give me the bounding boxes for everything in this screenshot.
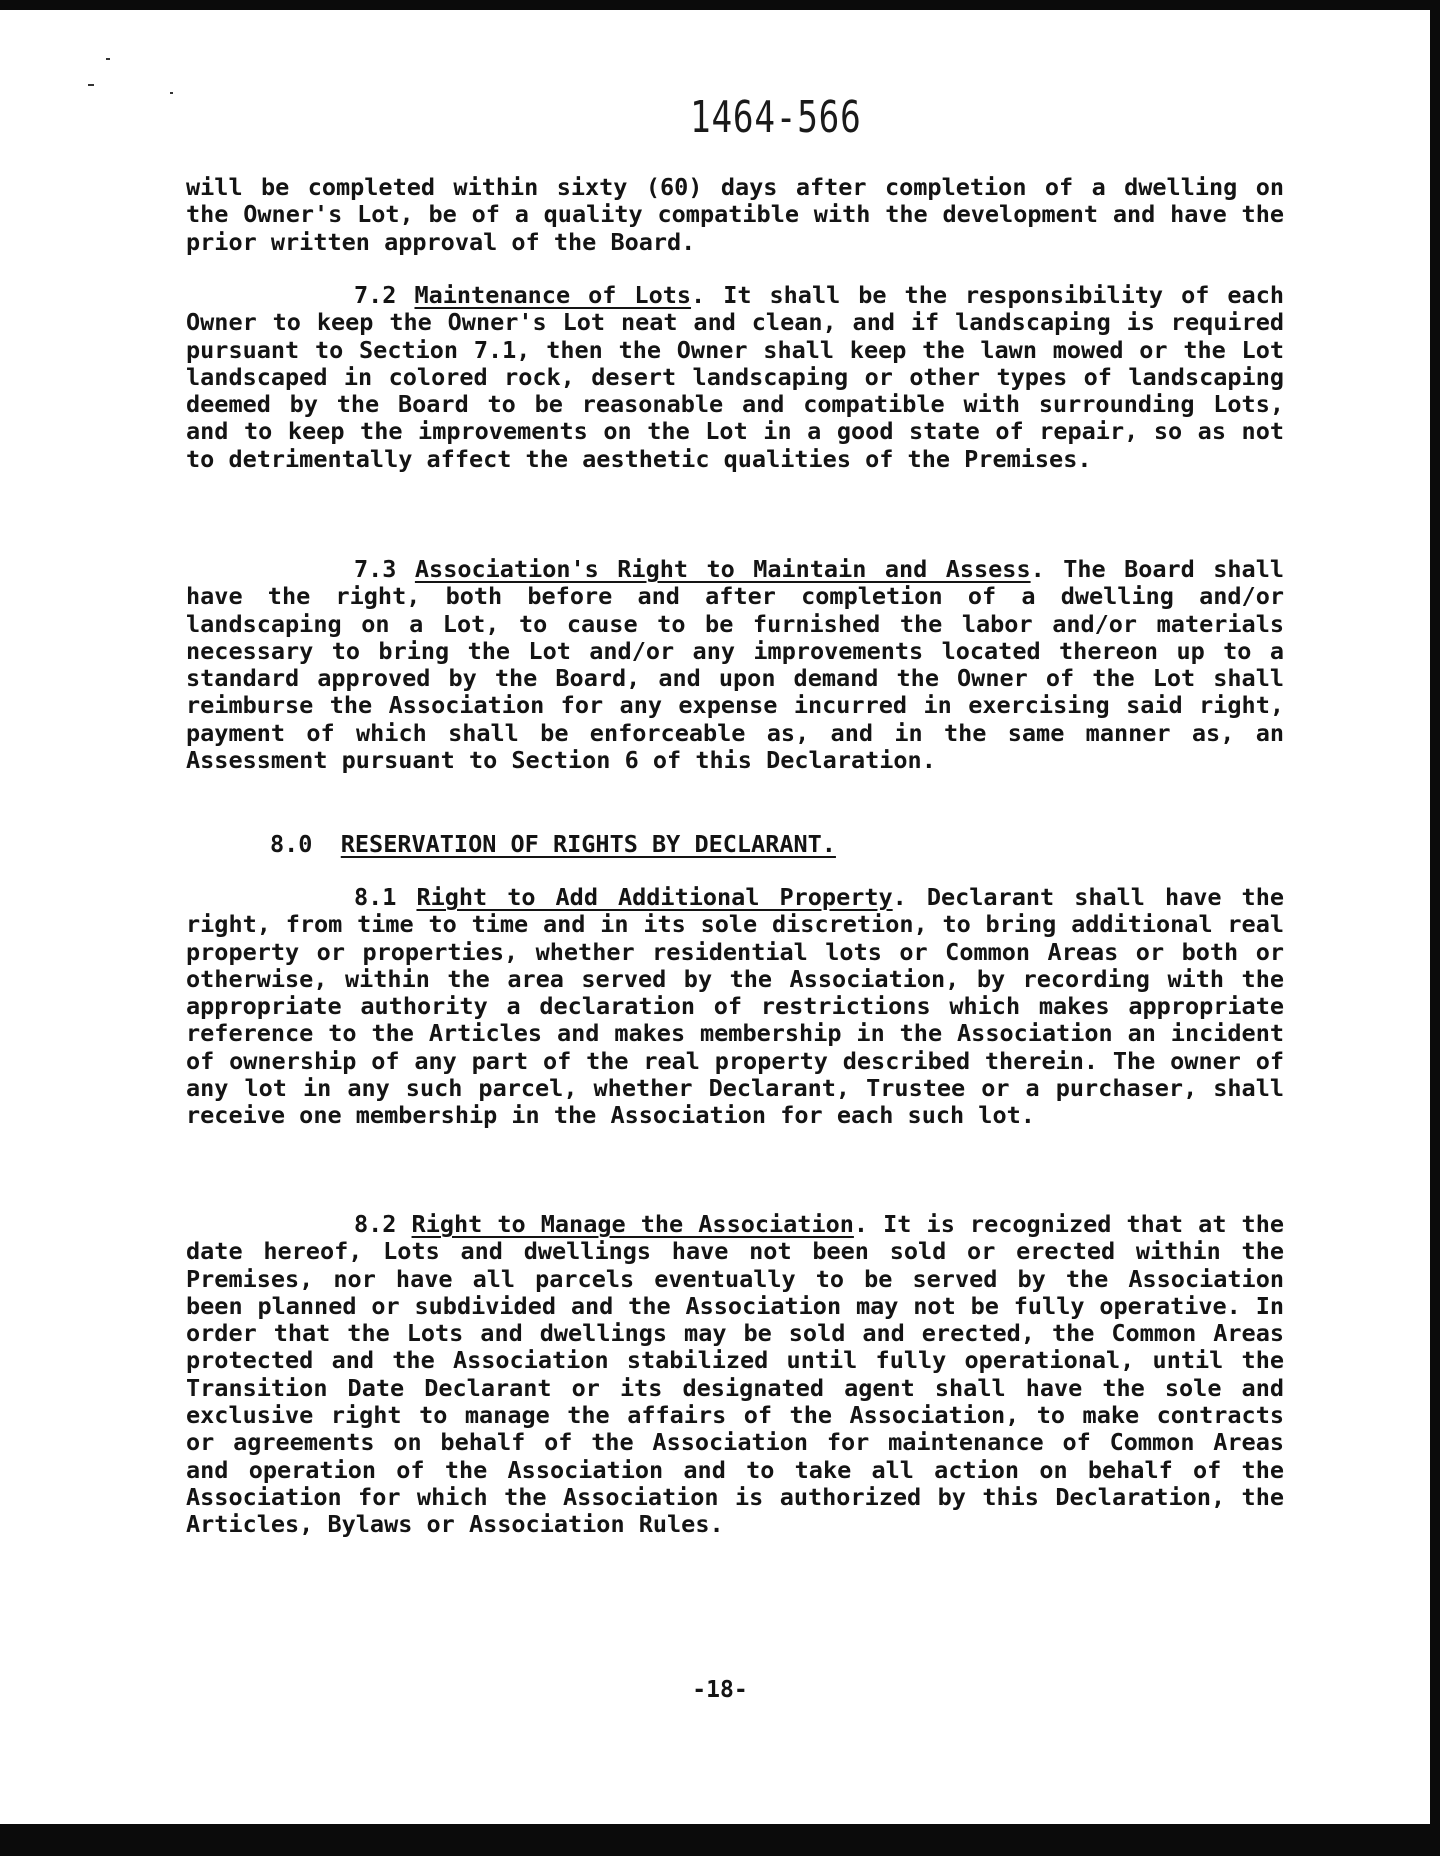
page-number: -18- <box>692 1677 748 1703</box>
section-title: Right to Add Additional Property <box>416 883 893 911</box>
section-8-2-paragraph: 8.2 Right to Manage the Association. It is recognized that at the date hereof, Lots and dwellings have not been sold or erected within the Premises, nor have all parcels eventually to be served by the Association been planned or subdivided and the Association may not be fully operative. In order that the Lots and dwellings may be sold and erected, the Common Areas protected and the Association stabilized until fully operational, until the Transition Date Declarant or its designated agent shall have the sole and exclusive right to manage the affairs of the Association, to make contracts or agreements on behalf of the Association for maintenance of Common Areas and operation of the Association and to take all action on behalf of the Association for which the Association is authorized by this Declaration, the Articles, Bylaws or Association Rules. <box>186 1210 1285 1539</box>
scan-edge-bottom <box>0 1824 1440 1856</box>
section-title: Maintenance of Lots <box>414 281 692 309</box>
section-7-2-paragraph: 7.2 Maintenance of Lots. It shall be the responsibility of each Owner to keep the Owner's Lot neat and clean, and if landscaping is required pursuant to Section 7.1, then the Owner shall keep the lawn mowed or the Lot landscaped in colored rock, desert landscaping or other types of landscaping deemed by the Board to be reasonable and compatible with surrounding Lots, and to keep the improvements on the Lot in a good state of repair, so as not to detrimentally affect the aesthetic qualities of the Premises. <box>186 281 1284 473</box>
section-title: Association's Right to Maintain and Assess <box>414 555 1031 583</box>
heading-number: 8.0 <box>270 830 313 858</box>
section-title: Right to Manage the Association <box>411 1210 854 1238</box>
heading-title: RESERVATION OF RIGHTS BY DECLARANT. <box>340 830 836 858</box>
section-text: It shall be the responsibility of each Owner to keep the Owner's Lot neat and clean, and if landscaping is required pursuant to Section 7.1, then the Owner shall keep the lawn mowed or the Lot landscaped in colored rock, desert landscaping or other types of landscaping deemed by the Board to be reasonable and compatible with surrounding Lots, and to keep the improvements on the Lot in a good state of repair, so as not to detrimentally affect the aesthetic qualities of the Premises. <box>186 281 1284 473</box>
document-number: 1464-566 <box>690 92 862 143</box>
scan-edge-right <box>1430 0 1440 1856</box>
scan-speck <box>170 92 173 94</box>
section-text: Declarant shall have the right, from time to time and in its sole discretion, to bring additional real property or properties, whether residential lots or Common Areas or both or otherwise, within the area served by the Association, by recording with the appropriate authority a declaration of restrictions which makes appropriate reference to the Articles and makes membership in the Association an incident of ownership of any part of the real property described therein. The owner of any lot in any such parcel, whether Declarant, Trustee or a purchaser, shall receive one membership in the Association for each such lot. <box>186 883 1284 1130</box>
section-text: The Board shall have the right, both before and after completion of a dwelling and/or landscaping on a Lot, to cause to be furnished the labor and/or materials necessary to bring the Lot and/or any improvements located thereon up to a standard approved by the Board, and upon demand the Owner of the Lot shall reimburse the Association for any expense incurred in exercising said right, payment of which shall be enforceable as, and in the same manner as, an Assessment pursuant to Section 6 of this Declaration. <box>186 555 1284 775</box>
section-number: 8.2 <box>354 1210 397 1238</box>
scan-speck <box>88 84 94 86</box>
section-7-3-paragraph: 7.3 Association's Right to Maintain and Assess. The Board shall have the right, both before and after completion of a dwelling and/or landscaping on a Lot, to cause to be furnished the labor and/or materials necessary to bring the Lot and/or any improvements located thereon up to a standard approved by the Board, and upon demand the Owner of the Lot shall reimburse the Association for any expense incurred in exercising said right, payment of which shall be enforceable as, and in the same manner as, an Assessment pursuant to Section 6 of this Declaration. <box>186 555 1284 775</box>
section-8-heading <box>270 830 836 858</box>
continuation-paragraph: will be completed within sixty (60) days after completion of a dwelling on the Owner's Lot, be of a quality compatible with the development and have the prior written approval of the Board. <box>186 173 1284 256</box>
section-text: It is recognized that at the date hereof, Lots and dwellings have not been sold or erected within the Premises, nor have all parcels eventually to be served by the Association been planned or subdivided and the Association may not be fully operative. In order that the Lots and dwellings may be sold and erected, the Common Areas protected and the Association stabilized until fully operational, until the Transition Date Declarant or its designated agent shall have the sole and exclusive right to manage the affairs of the Association, to make contracts or agreements on behalf of the Association for maintenance of Common Areas and operation of the Association and to take all action on behalf of the Association for which the Association is authorized by this Declaration, the Articles, Bylaws or Association Rules. <box>186 1210 1285 1539</box>
scan-speck <box>106 58 110 60</box>
scan-edge-top <box>0 0 1440 10</box>
section-number: 7.2 <box>354 281 397 309</box>
section-number: 8.1 <box>354 883 397 911</box>
section-number: 7.3 <box>354 555 397 583</box>
section-8-1-paragraph: 8.1 Right to Add Additional Property. Declarant shall have the right, from time to time and in its sole discretion, to bring additional real property or properties, whether residential lots or Common Areas or both or otherwise, within the area served by the Association, by recording with the appropriate authority a declaration of restrictions which makes appropriate reference to the Articles and makes membership in the Association an incident of ownership of any part of the real property described therein. The owner of any lot in any such parcel, whether Declarant, Trustee or a purchaser, shall receive one membership in the Association for each such lot. <box>186 883 1284 1130</box>
